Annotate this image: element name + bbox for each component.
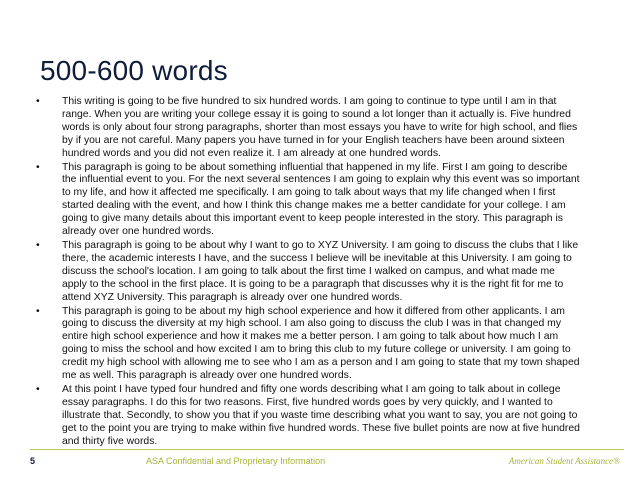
bullet-item (36, 96, 581, 161)
bullet-item (36, 306, 581, 383)
bullet-marker: • (36, 383, 40, 395)
bullet-marker: • (36, 305, 40, 317)
bullet-item (36, 240, 581, 305)
slide-title: 500-600 words (40, 55, 228, 86)
bullet-item (36, 384, 581, 449)
bullet-text: This writing is going to be five hundred to six hundred words. I am going to continue to type until I am in that range. When you are writing your college essay it is going to sound a lot longer than it actually is. Five hundred words is only about four strong paragraphs, shorter than most essays you have to write for high school, and flies by if you are not careful. Many papers you have turned in for your English teachers have been around sixteen hundred words and you did not even realize it. I am already at one hundred words. (62, 96, 578, 159)
confidentiality-notice: ASA Confidential and Proprietary Information (146, 456, 326, 466)
page-number: 5 (30, 456, 36, 466)
bullet-text: This paragraph is going to be about something influential that happened in my life. First I am going to describe the influential event to you. For the next several sentences I am going to explain why this event was so important to my life, and how it affected me specifically. I am going to talk about ways that my life changed when I first started dealing with the event, and how I think this change makes me a better candidate for your college. I am going to give many details about this important event to keep people interested in the story. This paragraph is already over one hundred words. (62, 161, 580, 238)
bullet-text: At this point I have typed four hundred and fifty one words describing what I am going to talk about in college essay paragraphs. I do this for two reasons. First, five hundred words goes by very quickly, and I wanted to illustrate that. Secondly, to show you that if you waste time describing what you want to say, you are not going to get to the point you are trying to make within five hundred words. These five bullet points are now at five hundred and thirty five words. (62, 383, 580, 447)
bullet-marker: • (36, 161, 40, 173)
bullet-list (36, 96, 581, 449)
bullet-text: This paragraph is going to be about my high school experience and how it differed from other applicants. I am going to discuss the diversity at my high school. I am also going to discuss the club I was in that changed my entire high school experience and how it makes me a better person. I am going to talk about how much I am going to miss the school and how excited I am to bring this club to my future college or university. I am going to credit my high school with allowing me to see who I am as a person and I am going to state that my town shaped me as well. This paragraph is already over one hundred words. (62, 305, 580, 382)
footer-divider (30, 449, 624, 450)
brand-logo-text: American Student Assistance® (508, 456, 620, 466)
bullet-item (36, 162, 581, 239)
bullet-marker: • (36, 96, 40, 107)
bullet-marker: • (36, 239, 40, 251)
bullet-text: This paragraph is going to be about why I want to go to XYZ University. I am going to discuss the clubs that I like there, the academic interests I have, and the success I believe will be inevitable at this University. I am going to discuss the school's location. I am going to talk about the first time I walked on campus, and what made me apply to the school in the first place. It is going to be a paragraph that discusses why it is the right fit for me to attend XYZ University. This paragraph is already over one hundred words. (62, 239, 579, 303)
